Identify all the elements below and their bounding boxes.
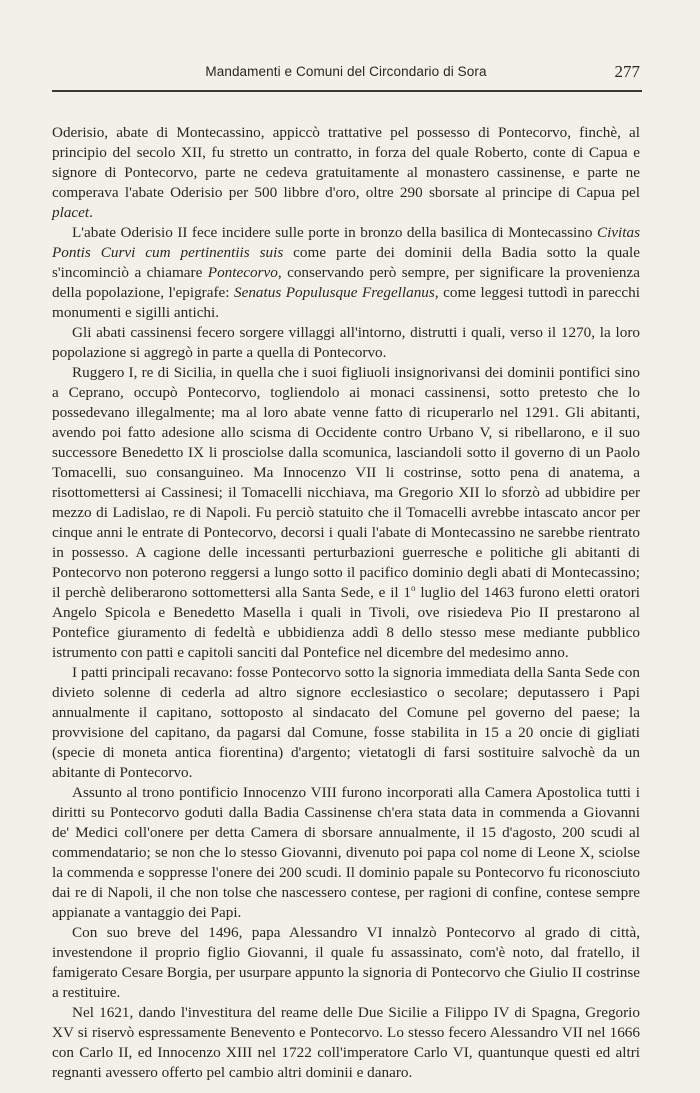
- page-header: [52, 62, 640, 84]
- paragraph: Assunto al trono pontificio Innocenzo VIII furono incorporati alla Camera Apostolica tutti i diritti su Pontecorvo goduti dalla Badia Cassinense ch'era stata data in commenda a Giovanni de' Medici coll'onere per detta Camera di sborsare annualmente, il 15 d'agosto, 200 scudi al commendatario; se non che lo stesso Giovanni, divenuto poi papa col nome di Leone X, sciolse la commenda e soppresse l'onere dei 200 scudi. Il dominio papale su Pontecorvo fu riconosciuto dai re di Napoli, il che non tolse che nascessero contese, per ragioni di confine, contese sempre appianate a vantaggio dei Papi.: [52, 784, 640, 921]
- paragraph: L'abate Oderisio II fece incidere sulle porte in bronzo della basilica di Montecassino Civitas Pontis Curvi cum pertinentiis suis come parte dei dominii della Badia sotto la quale s'incominciò a chiamare Pontecorvo, conservando però sempre, per significare la provenienza della popolazione, l'epigrafe: Senatus Populusque Fregellanus, come leggesi tuttodì in parecchi monumenti e sigilli antichi.: [52, 224, 640, 321]
- paragraph: Oderisio, abate di Montecassino, appiccò trattative pel possesso di Pontecorvo, finchè, al principio del secolo XII, fu stretto un contratto, in forza del quale Roberto, conte di Capua e signore di Pontecorvo, parte ne cedeva gratuitamente al monastero cassinense, e parte ne comperava l'abate Oderisio per 500 libbre d'oro, oltre 290 sborsate al principe di Capua pel placet.: [52, 124, 640, 221]
- paragraph: I patti principali recavano: fosse Pontecorvo sotto la signoria immediata della Santa Sede con divieto solenne di cederla ad altro signore ecclesiastico o secolare; deputassero i Papi annualmente il capitano, sottoposto al sindacato del Comune pel governo del paese; la provvisione del capitano, da pagarsi dal Comune, fosse stabilita in 15 a 20 oncie di gigliati (specie di moneta antica fiorentina) d'argento; vietatogli di farsi sostituire salvochè da un abitante di Pontecorvo.: [52, 664, 640, 781]
- paragraph: Nel 1621, dando l'investitura del reame delle Due Sicilie a Filippo IV di Spagna, Gregorio XV si riservò espressamente Benevento e Pontecorvo. Lo stesso fecero Alessandro VII nel 1666 con Carlo II, ed Innocenzo XIII nel 1722 coll'imperatore Carlo VI, quantunque questi ed altri regnanti avessero offerto pel cambio altri dominii e danaro.: [52, 1004, 640, 1081]
- paragraph: Ruggero I, re di Sicilia, in quella che i suoi figliuoli insignorivansi dei dominii pontifici sino a Ceprano, occupò Pontecorvo, togliendolo ai monaci cassinensi, sotto pretesto che lo possedevano illegalmente; ma al loro abate venne fatto di ricuperarlo nel 1291. Gli abitanti, avendo poi fatto adesione allo scisma di Occidente contro Urbano V, si ribellarono, e il suo successore Benedetto IX li prosciolse dalla scomunica, lasciandoli sotto il governo di un Paolo Tomacelli, suo consanguineo. Ma Innocenzo VII li costrinse, sotto pena di anatema, a risottomettersi ai Cassinesi; il Tomacelli nicchiava, ma Gregorio XII lo sforzò ad ubbidire per mezzo di Ladislao, re di Napoli. Fu perciò statuito che il Tomacelli avrebbe intascato ancor per cinque anni le entrate di Pontecorvo, decorsi i quali l'abate di Montecassino ne sarebbe rientrato in possesso. A cagione delle incessanti perturbazioni guerresche e politiche gli abitanti di Pontecorvo non poterono reggersi a lungo sotto il pacifico dominio degli abati di Montecassino; il perchè deliberarono sottomettersi alla Santa Sede, e il 1$^o$ luglio del 1463 furono eletti oratori Angelo Spicola e Benedetto Masella i quali in Tivoli, ove risiedeva Pio II prestarono al Pontefice giuramento di fedeltà e ubbidienza addì 8 dello stesso mese mediante pubblico istrumento con patti e capitoli sanciti dal Pontefice nel dicembre del medesimo anno.: [52, 364, 641, 661]
- running-title: Mandamenti e Comuni del Circondario di Sora: [205, 64, 487, 79]
- paragraph: Con suo breve del 1496, papa Alessandro VI innalzò Pontecorvo al grado di città, investendone il proprio figlio Giovanni, il quale fu assassinato, com'è noto, dal fratello, il famigerato Cesare Borgia, per usurpare appunto la signoria di Pontecorvo che Giulio II costrinse a restituire.: [52, 924, 640, 1001]
- page-number: 277: [614, 62, 640, 81]
- paragraph: Gli abati cassinensi fecero sorgere villaggi all'intorno, distrutti i quali, verso il 1270, la loro popolazione si aggregò in parte a quella di Pontecorvo.: [52, 324, 640, 361]
- header-rule: [52, 90, 642, 92]
- body-text: [52, 123, 640, 1083]
